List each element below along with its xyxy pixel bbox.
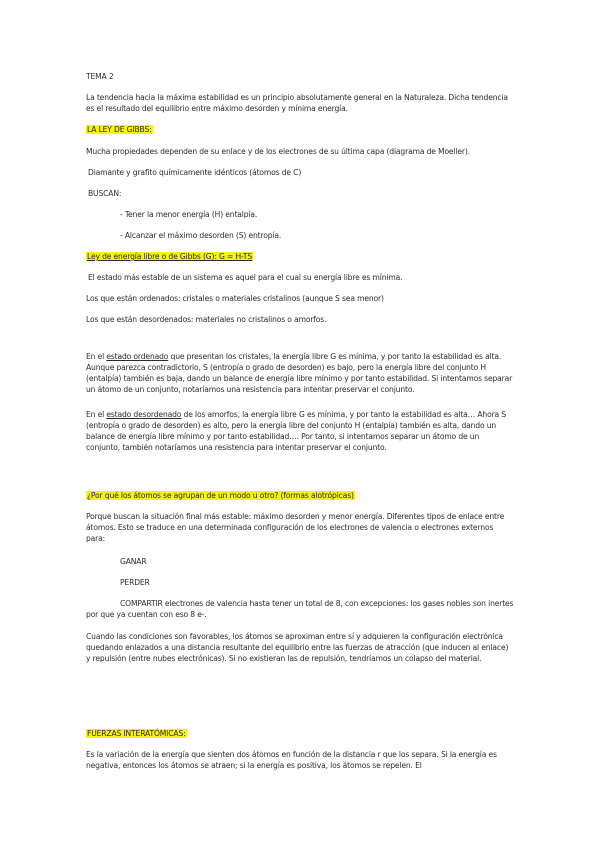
- disordered-state-post: de los amorfos, la energía libre G es mínima, y por tanto la estabilidad es alta… Ahora S (entropía o grado de desorden) es alto, pero la energía libre del conjunto H (entalpía) también es alta, dando un balance de energía libre mínimo y por tanto estabilidad…. Por tanto, si intentamos separar un átomo de un conjunto, también notaríamos una resistencia para intentar preservar el conjunto.: [86, 410, 506, 452]
- disordered-paragraph: Los que están desordenados: materiales no cristalinos o amorfos.: [86, 315, 327, 324]
- perder-item: PERDER: [120, 578, 150, 587]
- ordered-state-post: que presentan los cristales, la energía libre G es mínima, y por tanto la estabilidad es alta. Aunque parezca contradictorio, S (entropía o grado de desorden) es bajo, pero la energía libre del conjunto H (entalpía) también es baja, dando un balance de energía libre mínimo y por tanto estabilidad. Si intentamos separar un átomo de un conjunto, notaríamos una resistencia para intentar preservar el conjunto.: [86, 352, 513, 394]
- ordered-state-pre: En el: [86, 352, 107, 361]
- question-heading: [86, 490, 514, 501]
- gibbs-heading-text: LA LEY DE GIBBS:: [87, 125, 152, 134]
- disordered-state-term: estado desordenado: [106, 410, 182, 419]
- ganar-item: GANAR: [120, 557, 147, 566]
- conditions-paragraph: Cuando las condiciones son favorables, los átomos se aproximan entre sí y adquieren la configuración electrónica quedando enlazados a una distancia resultante del equilibrio entre las fuerzas de atracción (que inducen al enlace) y repulsión (entre nubes electrónicas). Si no existieran las de repulsión, tendríamos un colapso del material.: [86, 632, 509, 663]
- compartir-paragraph: COMPARTIR electrones de valencia hasta tener un total de 8, con excepciones: los gases nobles son inertes por que ya cuentan con eso 8 e-.: [86, 599, 514, 619]
- ordered-paragraph: Los que están ordenados: cristales o materiales cristalinos (aunque S sea menor): [86, 294, 384, 303]
- gibbs-heading: [86, 124, 514, 135]
- bullet-max-disorder: - Alcanzar el máximo desorden (S) entropía.: [120, 231, 282, 240]
- buscan-label: BUSCAN:: [88, 189, 122, 198]
- disordered-state-pre: En el: [86, 410, 107, 419]
- forces-heading: [86, 728, 514, 739]
- disordered-state-paragraph: [86, 409, 514, 453]
- properties-paragraph: Mucha propiedades dependen de su enlace y de los electrones de su última capa (diagrama de Moeller).: [86, 147, 470, 156]
- intro-paragraph: La tendencia hacia la máxima estabilidad es un principio absolutamente general en la Naturaleza. Dicha tendencia es el resultado del equilibrio entre máximo desorden y mínima energía.: [86, 93, 508, 113]
- stable-state-paragraph: El estado más estable de un sistema es aquel para el cual su energía libre es mínima.: [88, 273, 403, 282]
- because-paragraph: Porque buscan la situación final más estable: máximo desorden y menor energía. Diferentes tipos de enlace entre átomos. Esto se traduce en una determinada configuración de los electrones de valencia o electrones externos para:: [86, 512, 505, 543]
- question-heading-text: ¿Por qué los átomos se agrupan de un modo u otro? (formas alotrópicas): [87, 491, 354, 500]
- document-title: TEMA 2: [86, 72, 114, 81]
- diamond-paragraph: Diamante y grafito químicamente idénticos (átomos de C): [88, 168, 302, 177]
- forces-heading-text: FUERZAS INTERATÓMICAS:: [87, 729, 186, 738]
- ordered-state-paragraph: [86, 351, 514, 395]
- forces-paragraph: Es la variación de la energía que sienten dos átomos en función de la distancia r que los separa. Si la energía es negativa, entonces los átomos se atraen; si la energía es positiva, los átomos se repelen. El: [86, 750, 497, 770]
- bullet-min-energy: - Tener la menor energía (H) entalpía.: [120, 210, 258, 219]
- free-energy-heading-text: Ley de energía libre o de Gibbs (G): G = H-TS: [87, 252, 253, 261]
- free-energy-heading: [86, 251, 514, 262]
- ordered-state-term: estado ordenado: [106, 352, 169, 361]
